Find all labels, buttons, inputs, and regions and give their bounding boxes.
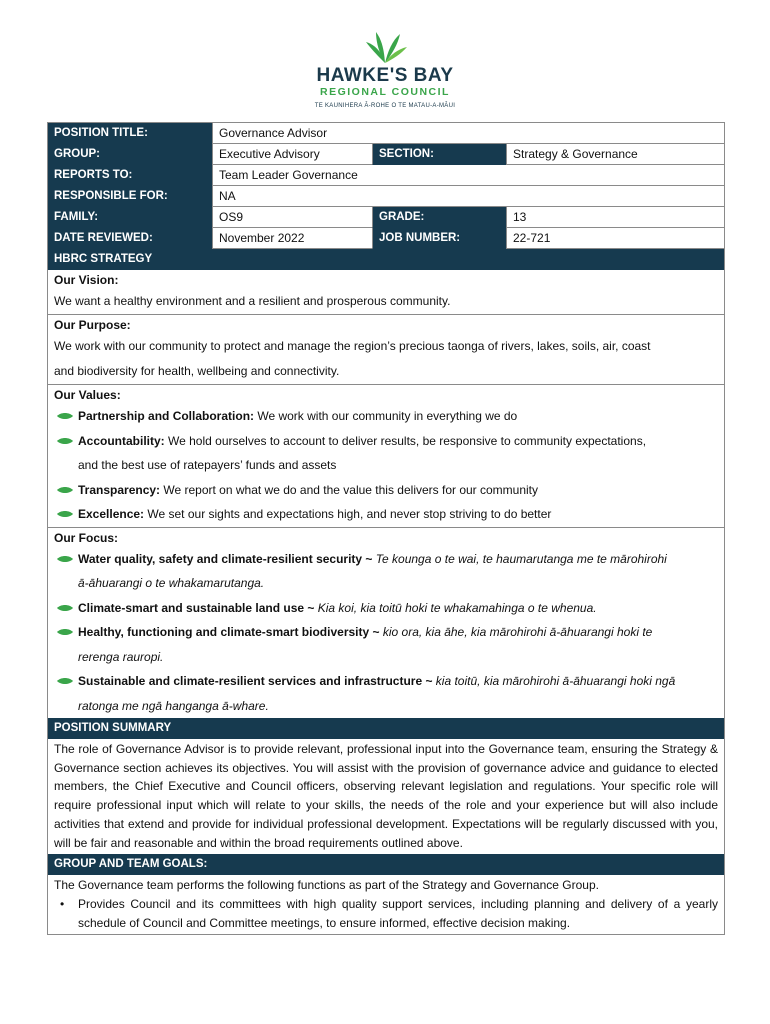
bullet-icon: •: [60, 896, 65, 911]
value-title: Partnership and Collaboration:: [78, 409, 255, 423]
reports-to-value: Team Leader Governance: [212, 165, 724, 186]
value-title: Excellence:: [78, 507, 145, 521]
family-value: OS9: [212, 207, 372, 228]
focus-list: [54, 547, 718, 719]
logo-council-text: REGIONAL COUNCIL: [320, 86, 450, 98]
list-item: [54, 429, 718, 478]
leaf-bullet-icon: [56, 412, 74, 420]
position-description-document: [47, 122, 725, 935]
job-number-value: 22-721: [506, 228, 724, 249]
section-label: SECTION:: [372, 144, 506, 165]
group-team-goals-header: GROUP AND TEAM GOALS:: [48, 854, 724, 875]
responsible-for-value: NA: [212, 186, 724, 207]
leaf-bullet-icon: [56, 510, 74, 518]
list-item: [54, 547, 718, 596]
focus-text-continued: ratonga me ngā hanganga ā-whare.: [78, 698, 269, 713]
position-title-label: POSITION TITLE:: [48, 123, 212, 144]
focus-text: kia toitū, kia mārohirohi ā-āhuarangi hoki ngā: [432, 674, 676, 688]
list-item: [54, 895, 718, 932]
value-title: Accountability:: [78, 433, 165, 448]
value-text: We set our sights and expectations high, and never stop striving to do better: [144, 507, 552, 521]
position-title-value: Governance Advisor: [212, 123, 724, 144]
leaf-bullet-icon: [56, 677, 74, 685]
focus-title: Water quality, safety and climate-resilient security ~: [78, 551, 373, 566]
vision-text: We want a healthy environment and a resilient and prosperous community.: [54, 294, 451, 308]
date-reviewed-value: November 2022: [212, 228, 372, 249]
leaf-bullet-icon: [56, 604, 74, 612]
list-item: [54, 478, 718, 503]
position-summary-text: The role of Governance Advisor is to provide relevant, professional input into the Governance team, ensuring the Strategy & Governance section achieves its objectives. You will assist with the provision of governance advice and guidance to elected members, the Chief Executive and Council officers, observing relevant legislation and regulations. Your specific role will require professional input which will relate to your skills, the needs of the role and your experience but will also include activities that extend and provide for individual professional development. Expectations will be regularly discussed with you, will be fair and reasonable and within the broad requirements outlined above.: [54, 742, 718, 850]
row-responsible-for: [48, 186, 724, 207]
focus-text-continued: rerenga rauropi.: [78, 649, 164, 664]
purpose-label: Our Purpose:: [54, 318, 131, 332]
focus-label: Our Focus:: [54, 530, 119, 545]
goals-intro-text: The Governance team performs the following functions as part of the Strategy and Governance Group.: [54, 878, 599, 893]
responsible-for-label: RESPONSIBLE FOR:: [48, 186, 212, 207]
vision-label: Our Vision:: [54, 273, 119, 287]
date-reviewed-label: DATE REVIEWED:: [48, 228, 212, 249]
grade-value: 13: [506, 207, 724, 228]
row-date-reviewed: [48, 228, 724, 249]
group-label: GROUP:: [48, 144, 212, 165]
goal-text: Provides Council and its committees with high quality support services, including planning and delivery of a yearly schedule of Council and Committee meetings, to ensure informed, effective decision making.: [78, 896, 718, 930]
list-item: [54, 502, 718, 527]
focus-text: Te kounga o te wai, te haumarutanga me te mārohirohi: [372, 551, 667, 566]
list-item: [54, 404, 718, 429]
focus-title: Climate-smart and sustainable land use ~: [78, 600, 315, 615]
purpose-text-line-2: and biodiversity for health, wellbeing and connectivity.: [54, 364, 340, 378]
section-value: Strategy & Governance: [506, 144, 724, 165]
values-list: [54, 404, 718, 527]
hbrc-strategy-header: HBRC STRATEGY: [48, 249, 724, 270]
focus-text: Kia koi, kia toitū hoki te whakamahinga o te whenua.: [314, 600, 597, 615]
logo-maori-text: TE KAUNIHERA Ā-ROHE O TE MATAU-A-MĀUI: [314, 103, 456, 109]
focus-title: Healthy, functioning and climate-smart biodiversity ~: [78, 625, 380, 639]
grade-label: GRADE:: [372, 207, 506, 228]
focus-text-continued: ā-āhuarangi o te whakamarutanga.: [78, 576, 265, 590]
leaf-logo-icon: [360, 30, 410, 64]
focus-block: [48, 527, 724, 719]
value-title: Transparency:: [78, 482, 161, 497]
value-text-continued: and the best use of ratepayers’ funds and assets: [78, 458, 337, 472]
goals-list: [48, 895, 724, 934]
group-value: Executive Advisory: [212, 144, 372, 165]
position-summary-header: POSITION SUMMARY: [48, 718, 724, 739]
council-logo: [300, 30, 470, 112]
purpose-block: [48, 314, 724, 384]
value-text: We hold ourselves to account to deliver results, be responsive to community expectations,: [164, 433, 647, 448]
row-position-title: [48, 123, 724, 144]
logo-brand-text: HAWKE'S BAY: [316, 65, 454, 86]
value-text: We report on what we do and the value this delivers for our community: [160, 482, 539, 497]
leaf-bullet-icon: [56, 486, 74, 494]
list-item: [54, 669, 718, 718]
row-group: [48, 144, 724, 165]
focus-text: kio ora, kia āhe, kia mārohirohi ā-āhuarangi hoki te: [379, 625, 653, 639]
values-label: Our Values:: [54, 388, 121, 402]
list-item: [54, 620, 718, 669]
focus-title: Sustainable and climate-resilient services and infrastructure ~: [78, 674, 433, 688]
family-label: FAMILY:: [48, 207, 212, 228]
leaf-bullet-icon: [56, 628, 74, 636]
purpose-text-line-1: We work with our community to protect and manage the region’s precious taonga of rivers, lakes, soils, air, coast: [54, 339, 651, 353]
leaf-bullet-icon: [56, 437, 74, 445]
reports-to-label: REPORTS TO:: [48, 165, 212, 186]
vision-block: [48, 270, 724, 314]
row-reports-to: [48, 165, 724, 186]
job-number-label: JOB NUMBER:: [372, 228, 506, 249]
values-block: [48, 384, 724, 527]
value-text: We work with our community in everything we do: [254, 409, 518, 423]
list-item: [54, 596, 718, 621]
leaf-bullet-icon: [56, 555, 74, 563]
row-family: [48, 207, 724, 228]
